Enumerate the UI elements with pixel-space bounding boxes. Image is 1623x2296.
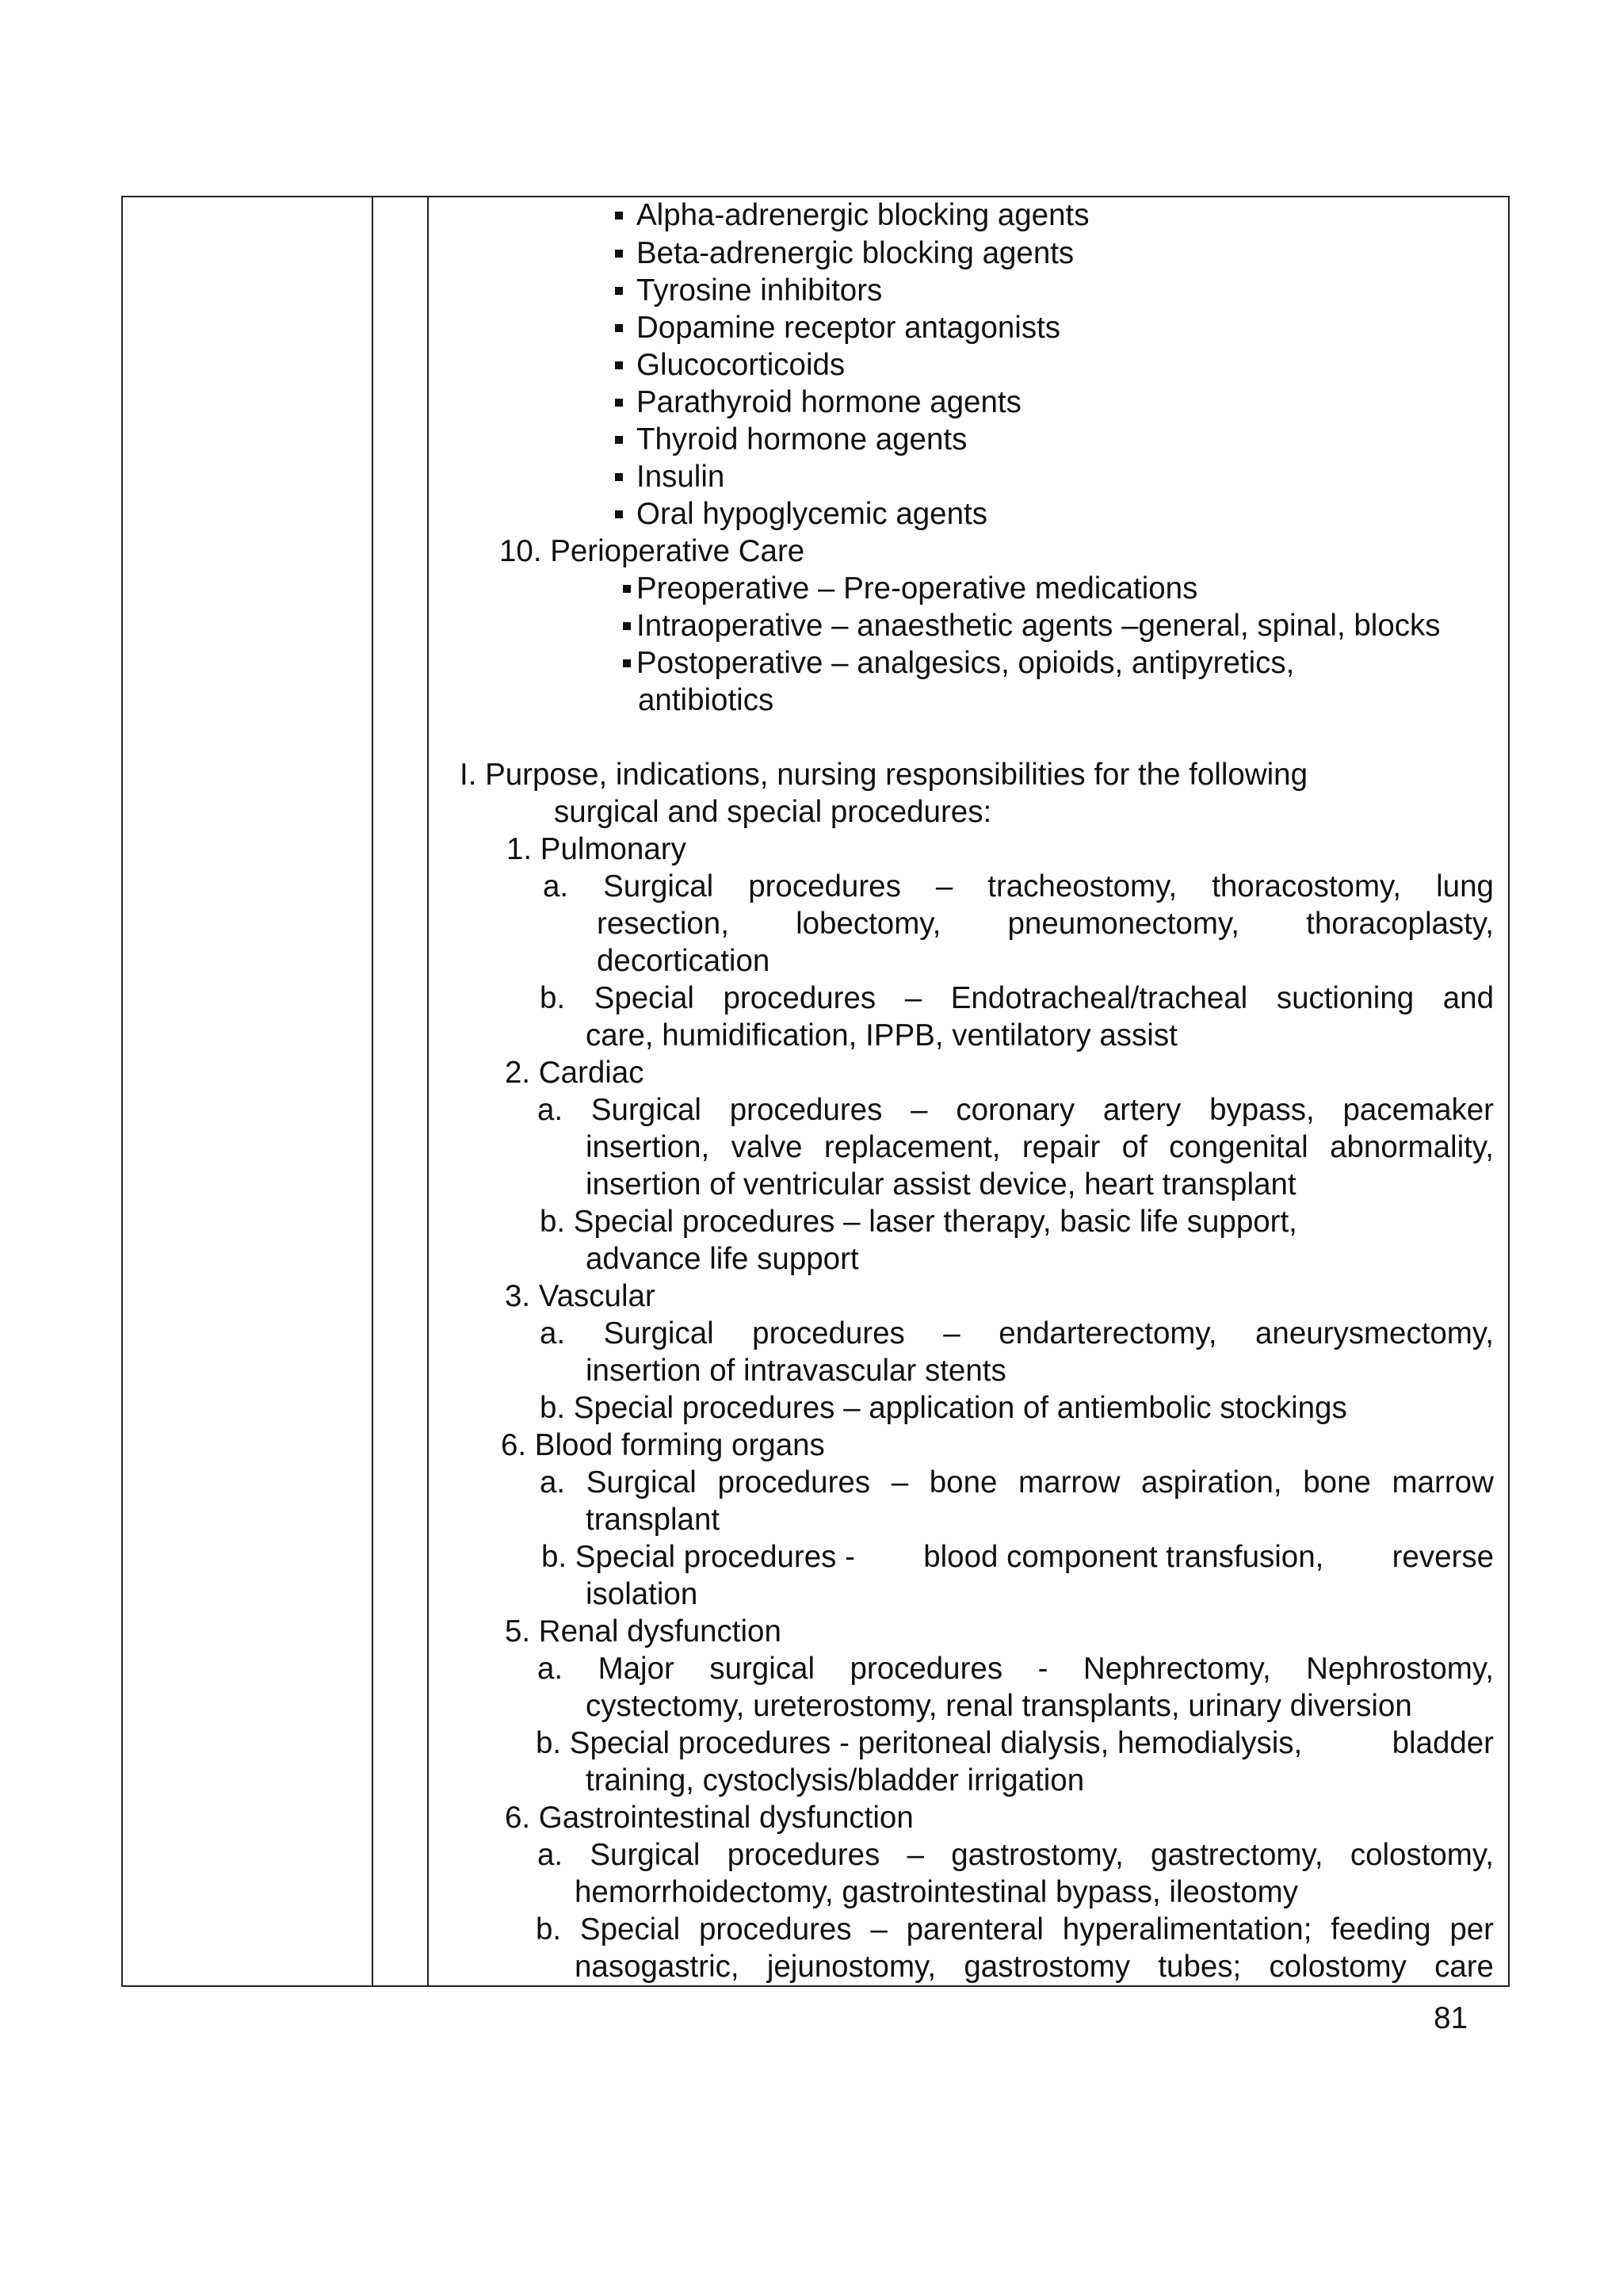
list-item: Parathyroid hormone agents [636, 385, 1022, 419]
bullet-icon [615, 324, 623, 332]
pulmonary-a-line1: a. Surgical procedures – tracheostomy, thoracostomy, lung [543, 869, 1494, 904]
blood-b-line2: isolation [586, 1577, 698, 1611]
bullet-icon [615, 510, 623, 518]
list-item: Glucocorticoids [636, 348, 846, 382]
list-item: Tyrosine inhibitors [636, 273, 883, 308]
column-divider-1 [372, 197, 373, 1985]
cardiac-a-line2: insertion, valve replacement, repair of congenital abnormality, [586, 1130, 1494, 1164]
bullet-icon [623, 659, 631, 667]
section-heading-cont: surgical and special procedures: [554, 795, 992, 829]
page-number: 81 [1434, 2001, 1468, 2035]
renal-b-line1: b. Special procedures - peritoneal dialysis, hemodialysis, bladder [536, 1726, 1494, 1760]
list-item: Preoperative – Pre-operative medications [636, 571, 1198, 606]
gi-b-line1: b. Special procedures – parenteral hyperalimentation; feeding per [536, 1912, 1494, 1946]
cardiac-heading: 2. Cardiac [505, 1056, 644, 1090]
vascular-heading: 3. Vascular [505, 1279, 655, 1313]
vascular-a-line2: insertion of intravascular stents [586, 1354, 1006, 1388]
list-item: Dopamine receptor antagonists [636, 311, 1061, 345]
pulmonary-heading: 1. Pulmonary [506, 832, 686, 866]
bullet-icon [623, 585, 631, 593]
vascular-a-line1: a. Surgical procedures – endarterectomy, aneurysmectomy, [540, 1316, 1494, 1350]
perioperative-heading: 10. Perioperative Care [499, 534, 805, 568]
bullet-icon [615, 361, 623, 369]
gi-b-line2: nasogastric, jejunostomy, gastrostomy tubes; colostomy care [575, 1950, 1494, 1984]
gi-a-line1: a. Surgical procedures – gastrostomy, gastrectomy, colostomy, [537, 1838, 1494, 1872]
list-item: Beta-adrenergic blocking agents [636, 236, 1075, 270]
bullet-icon [615, 473, 623, 481]
bullet-icon [615, 436, 623, 444]
gi-a-line2: hemorrhoidectomy, gastrointestinal bypass, ileostomy [575, 1875, 1299, 1909]
cardiac-a-line1: a. Surgical procedures – coronary artery bypass, pacemaker [537, 1093, 1494, 1127]
column-divider-2 [427, 197, 429, 1985]
cardiac-b-line2: advance life support [586, 1242, 859, 1276]
blood-b-line1: b. Special procedures - blood component transfusion, reverse [541, 1540, 1494, 1574]
pulmonary-b-line2: care, humidification, IPPB, ventilatory assist [586, 1018, 1178, 1052]
renal-b-line2: training, cystoclysis/bladder irrigation [586, 1763, 1085, 1797]
list-item: Postoperative – analgesics, opioids, antipyretics, [636, 646, 1295, 680]
pulmonary-a-line3: decortication [597, 944, 770, 978]
cardiac-b-line1: b. Special procedures – laser therapy, basic life support, [540, 1205, 1297, 1239]
list-item: Insulin [636, 460, 725, 494]
section-heading: I. Purpose, indications, nursing responsibilities for the following [460, 758, 1308, 792]
list-item-continuation: antibiotics [638, 683, 774, 717]
pulmonary-a-line2: resection, lobectomy, pneumonectomy, thoracoplasty, [597, 907, 1494, 941]
vascular-b-line1: b. Special procedures – application of antiembolic stockings [540, 1391, 1347, 1425]
list-item: Oral hypoglycemic agents [636, 497, 987, 531]
blood-a-line2: transplant [586, 1503, 720, 1537]
renal-heading: 5. Renal dysfunction [505, 1614, 781, 1648]
pulmonary-b-line1: b. Special procedures – Endotracheal/tracheal suctioning and [540, 981, 1494, 1015]
renal-a-line2: cystectomy, ureterostomy, renal transplants, urinary diversion [586, 1689, 1412, 1723]
list-item: Intraoperative – anaesthetic agents –general, spinal, blocks [636, 609, 1441, 643]
gi-heading: 6. Gastrointestinal dysfunction [505, 1801, 914, 1835]
list-item: Thyroid hormone agents [636, 422, 968, 457]
bullet-icon [615, 212, 623, 220]
bullet-icon [615, 287, 623, 295]
blood-heading: 6. Blood forming organs [501, 1428, 825, 1462]
list-item: Alpha-adrenergic blocking agents [636, 198, 1090, 232]
bullet-icon [615, 250, 623, 258]
cardiac-a-line3: insertion of ventricular assist device, heart transplant [586, 1167, 1296, 1201]
blood-a-line1: a. Surgical procedures – bone marrow aspiration, bone marrow [540, 1465, 1494, 1499]
bullet-icon [623, 622, 631, 630]
bullet-icon [615, 399, 623, 407]
renal-a-line1: a. Major surgical procedures - Nephrectomy, Nephrostomy, [537, 1652, 1494, 1686]
